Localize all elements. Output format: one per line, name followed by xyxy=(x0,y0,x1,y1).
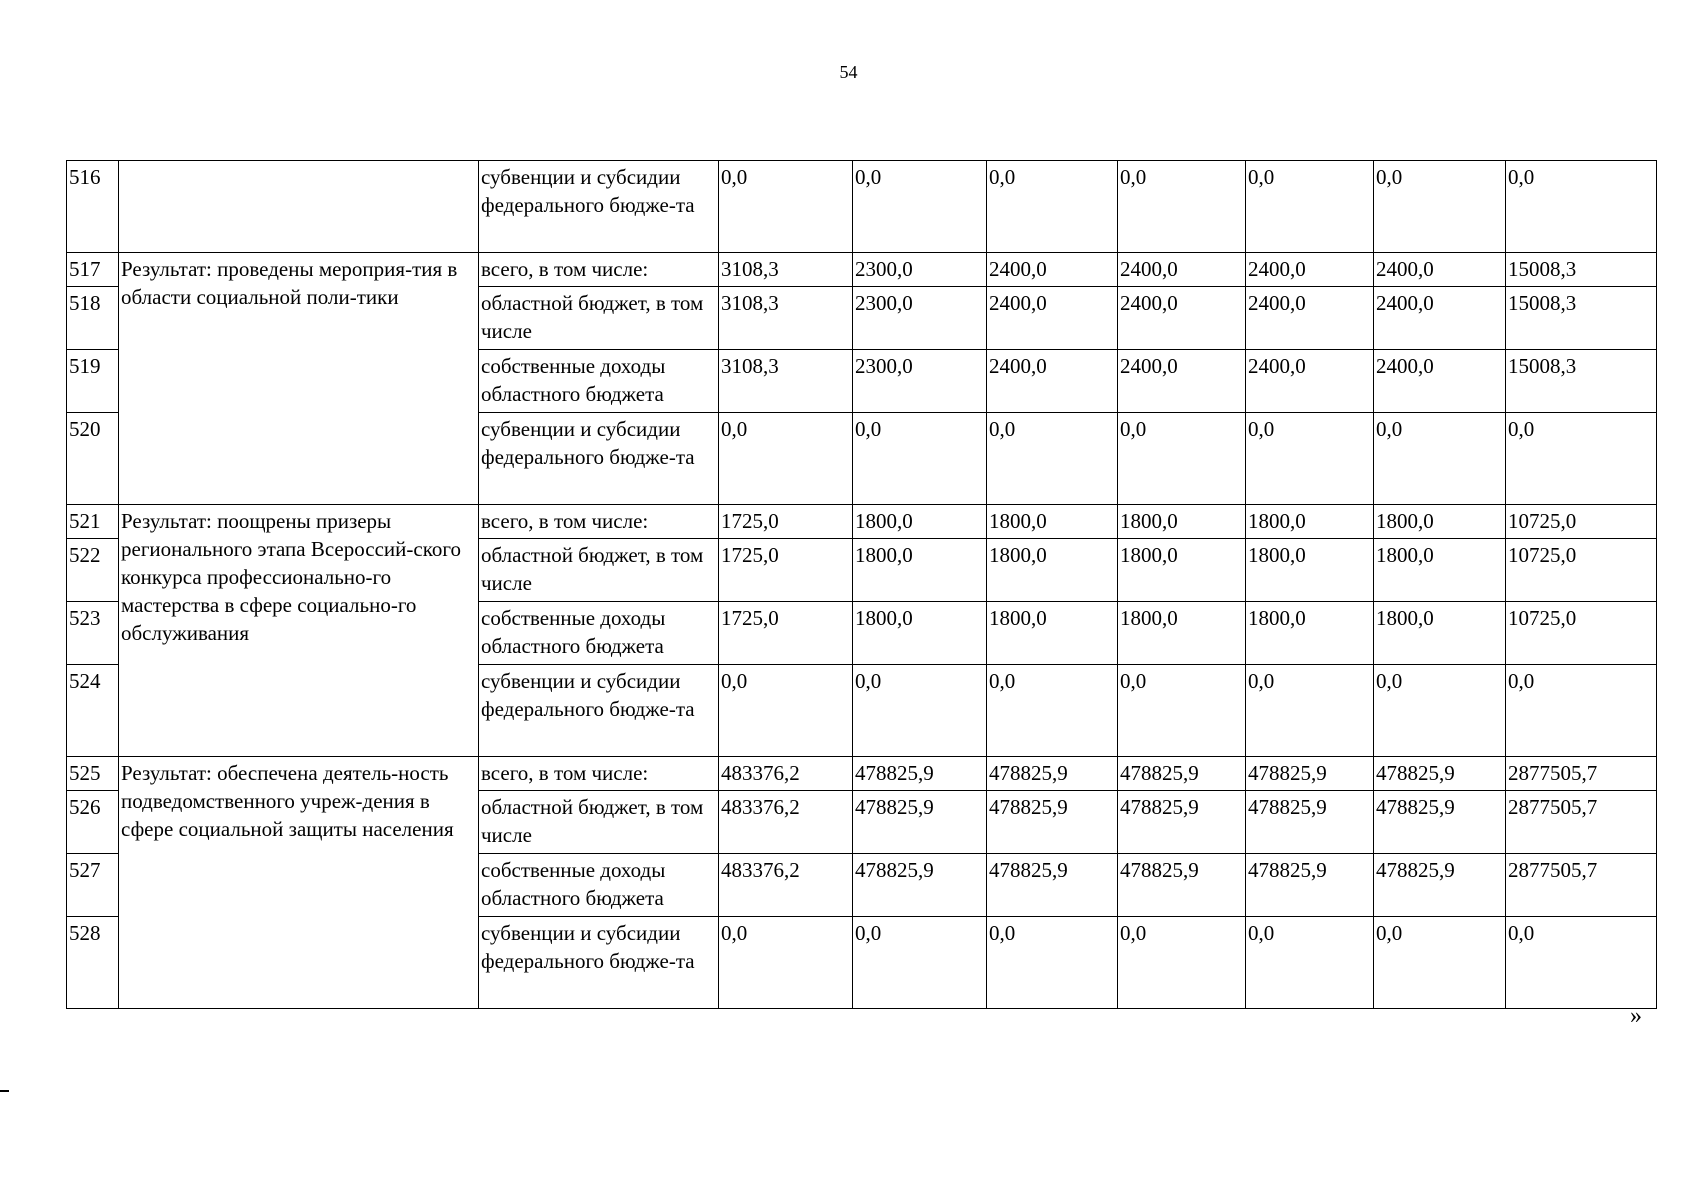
value-cell: 478825,9 xyxy=(853,791,987,854)
value-cell: 2300,0 xyxy=(853,350,987,413)
funding-source: областной бюджет, в том числе xyxy=(479,539,719,602)
value-cell: 0,0 xyxy=(1246,161,1374,253)
value-cell: 15008,3 xyxy=(1506,253,1657,287)
value-cell: 2300,0 xyxy=(853,253,987,287)
value-cell: 1725,0 xyxy=(719,539,853,602)
funding-source: субвенции и субсидии федерального бюдже-та xyxy=(479,665,719,757)
page-number: 54 xyxy=(839,62,858,82)
value-cell: 478825,9 xyxy=(987,854,1118,917)
value-cell: 0,0 xyxy=(1118,413,1246,505)
value-cell: 15008,3 xyxy=(1506,350,1657,413)
value-cell: 2400,0 xyxy=(1374,253,1506,287)
value-cell: 1800,0 xyxy=(987,602,1118,665)
value-cell: 1800,0 xyxy=(1246,602,1374,665)
value-cell: 1800,0 xyxy=(853,505,987,539)
value-cell: 0,0 xyxy=(987,917,1118,1009)
row-number: 525 xyxy=(67,757,119,791)
table-row xyxy=(67,757,1657,791)
value-cell: 0,0 xyxy=(1118,161,1246,253)
value-cell: 15008,3 xyxy=(1506,287,1657,350)
value-cell: 478825,9 xyxy=(853,757,987,791)
value-cell: 0,0 xyxy=(1246,917,1374,1009)
row-number: 526 xyxy=(67,791,119,854)
result-description: Результат: проведены мероприя-тия в области социальной поли-тики xyxy=(119,253,479,505)
value-cell: 2400,0 xyxy=(1246,287,1374,350)
value-cell: 1800,0 xyxy=(1374,505,1506,539)
value-cell: 2877505,7 xyxy=(1506,757,1657,791)
value-cell: 0,0 xyxy=(853,413,987,505)
row-number: 527 xyxy=(67,854,119,917)
row-number: 523 xyxy=(67,602,119,665)
funding-source: областной бюджет, в том числе xyxy=(479,287,719,350)
funding-source: собственные доходы областного бюджета xyxy=(479,854,719,917)
value-cell: 478825,9 xyxy=(1118,854,1246,917)
value-cell: 0,0 xyxy=(1118,665,1246,757)
value-cell: 1725,0 xyxy=(719,602,853,665)
row-number: 516 xyxy=(67,161,119,253)
value-cell: 0,0 xyxy=(853,665,987,757)
value-cell: 0,0 xyxy=(1246,665,1374,757)
value-cell: 0,0 xyxy=(1506,161,1657,253)
value-cell: 0,0 xyxy=(987,161,1118,253)
value-cell: 2400,0 xyxy=(1118,350,1246,413)
table-row xyxy=(67,161,1657,253)
value-cell: 2400,0 xyxy=(987,253,1118,287)
value-cell: 0,0 xyxy=(1506,413,1657,505)
value-cell: 478825,9 xyxy=(1246,854,1374,917)
value-cell: 0,0 xyxy=(1506,665,1657,757)
value-cell: 2400,0 xyxy=(1118,287,1246,350)
result-description: Результат: обеспечена деятель-ность подведомственного учреж-дения в сфере социальной защиты населения xyxy=(119,757,479,1009)
row-number: 528 xyxy=(67,917,119,1009)
row-number: 519 xyxy=(67,350,119,413)
value-cell: 478825,9 xyxy=(987,791,1118,854)
row-number: 518 xyxy=(67,287,119,350)
funding-source: областной бюджет, в том числе xyxy=(479,791,719,854)
value-cell: 1800,0 xyxy=(853,602,987,665)
value-cell: 478825,9 xyxy=(1118,757,1246,791)
value-cell: 1800,0 xyxy=(1374,539,1506,602)
value-cell: 3108,3 xyxy=(719,350,853,413)
funding-source: всего, в том числе: xyxy=(479,253,719,287)
value-cell: 1725,0 xyxy=(719,505,853,539)
value-cell: 0,0 xyxy=(1246,413,1374,505)
value-cell: 2400,0 xyxy=(987,287,1118,350)
value-cell: 478825,9 xyxy=(1374,757,1506,791)
value-cell: 3108,3 xyxy=(719,287,853,350)
value-cell: 2877505,7 xyxy=(1506,791,1657,854)
value-cell: 0,0 xyxy=(1374,413,1506,505)
row-number: 521 xyxy=(67,505,119,539)
value-cell: 0,0 xyxy=(1374,665,1506,757)
value-cell: 1800,0 xyxy=(1118,539,1246,602)
value-cell: 2400,0 xyxy=(1246,350,1374,413)
value-cell: 2400,0 xyxy=(1246,253,1374,287)
value-cell: 483376,2 xyxy=(719,791,853,854)
value-cell: 1800,0 xyxy=(1118,505,1246,539)
value-cell: 1800,0 xyxy=(1246,539,1374,602)
budget-table xyxy=(66,160,1657,1009)
value-cell: 2400,0 xyxy=(987,350,1118,413)
margin-dash xyxy=(0,1090,9,1092)
value-cell: 478825,9 xyxy=(1246,791,1374,854)
value-cell: 478825,9 xyxy=(853,854,987,917)
value-cell: 2400,0 xyxy=(1374,350,1506,413)
value-cell: 2877505,7 xyxy=(1506,854,1657,917)
table-row xyxy=(67,253,1657,287)
funding-source: всего, в том числе: xyxy=(479,505,719,539)
value-cell: 0,0 xyxy=(987,413,1118,505)
funding-source: собственные доходы областного бюджета xyxy=(479,602,719,665)
value-cell: 0,0 xyxy=(719,665,853,757)
value-cell: 1800,0 xyxy=(1118,602,1246,665)
value-cell: 1800,0 xyxy=(853,539,987,602)
value-cell: 478825,9 xyxy=(1374,791,1506,854)
value-cell: 478825,9 xyxy=(1246,757,1374,791)
closing-quote: » xyxy=(1630,1003,1642,1029)
value-cell: 10725,0 xyxy=(1506,602,1657,665)
value-cell: 478825,9 xyxy=(1118,791,1246,854)
funding-source: всего, в том числе: xyxy=(479,757,719,791)
funding-source: субвенции и субсидии федерального бюдже-та xyxy=(479,161,719,253)
value-cell: 10725,0 xyxy=(1506,505,1657,539)
value-cell: 2400,0 xyxy=(1118,253,1246,287)
funding-source: субвенции и субсидии федерального бюдже-та xyxy=(479,917,719,1009)
result-description: Результат: поощрены призеры регионального этапа Всероссий-ского конкурса профессионально-го мастерства в сфере социально-го обслуживания xyxy=(119,505,479,757)
funding-source: субвенции и субсидии федерального бюдже-та xyxy=(479,413,719,505)
value-cell: 483376,2 xyxy=(719,854,853,917)
row-number: 517 xyxy=(67,253,119,287)
value-cell: 1800,0 xyxy=(1246,505,1374,539)
value-cell: 3108,3 xyxy=(719,253,853,287)
value-cell: 0,0 xyxy=(719,161,853,253)
value-cell: 0,0 xyxy=(719,413,853,505)
value-cell: 0,0 xyxy=(719,917,853,1009)
value-cell: 10725,0 xyxy=(1506,539,1657,602)
value-cell: 2300,0 xyxy=(853,287,987,350)
funding-source: собственные доходы областного бюджета xyxy=(479,350,719,413)
value-cell: 0,0 xyxy=(1118,917,1246,1009)
row-number: 522 xyxy=(67,539,119,602)
value-cell: 2400,0 xyxy=(1374,287,1506,350)
value-cell: 0,0 xyxy=(853,161,987,253)
row-number: 524 xyxy=(67,665,119,757)
value-cell: 0,0 xyxy=(1374,917,1506,1009)
value-cell: 1800,0 xyxy=(987,539,1118,602)
value-cell: 1800,0 xyxy=(1374,602,1506,665)
value-cell: 0,0 xyxy=(1506,917,1657,1009)
value-cell: 0,0 xyxy=(853,917,987,1009)
value-cell: 478825,9 xyxy=(987,757,1118,791)
value-cell: 0,0 xyxy=(987,665,1118,757)
value-cell: 483376,2 xyxy=(719,757,853,791)
value-cell: 0,0 xyxy=(1374,161,1506,253)
table-row xyxy=(67,505,1657,539)
row-number: 520 xyxy=(67,413,119,505)
value-cell: 1800,0 xyxy=(987,505,1118,539)
value-cell: 478825,9 xyxy=(1374,854,1506,917)
result-description xyxy=(119,161,479,253)
